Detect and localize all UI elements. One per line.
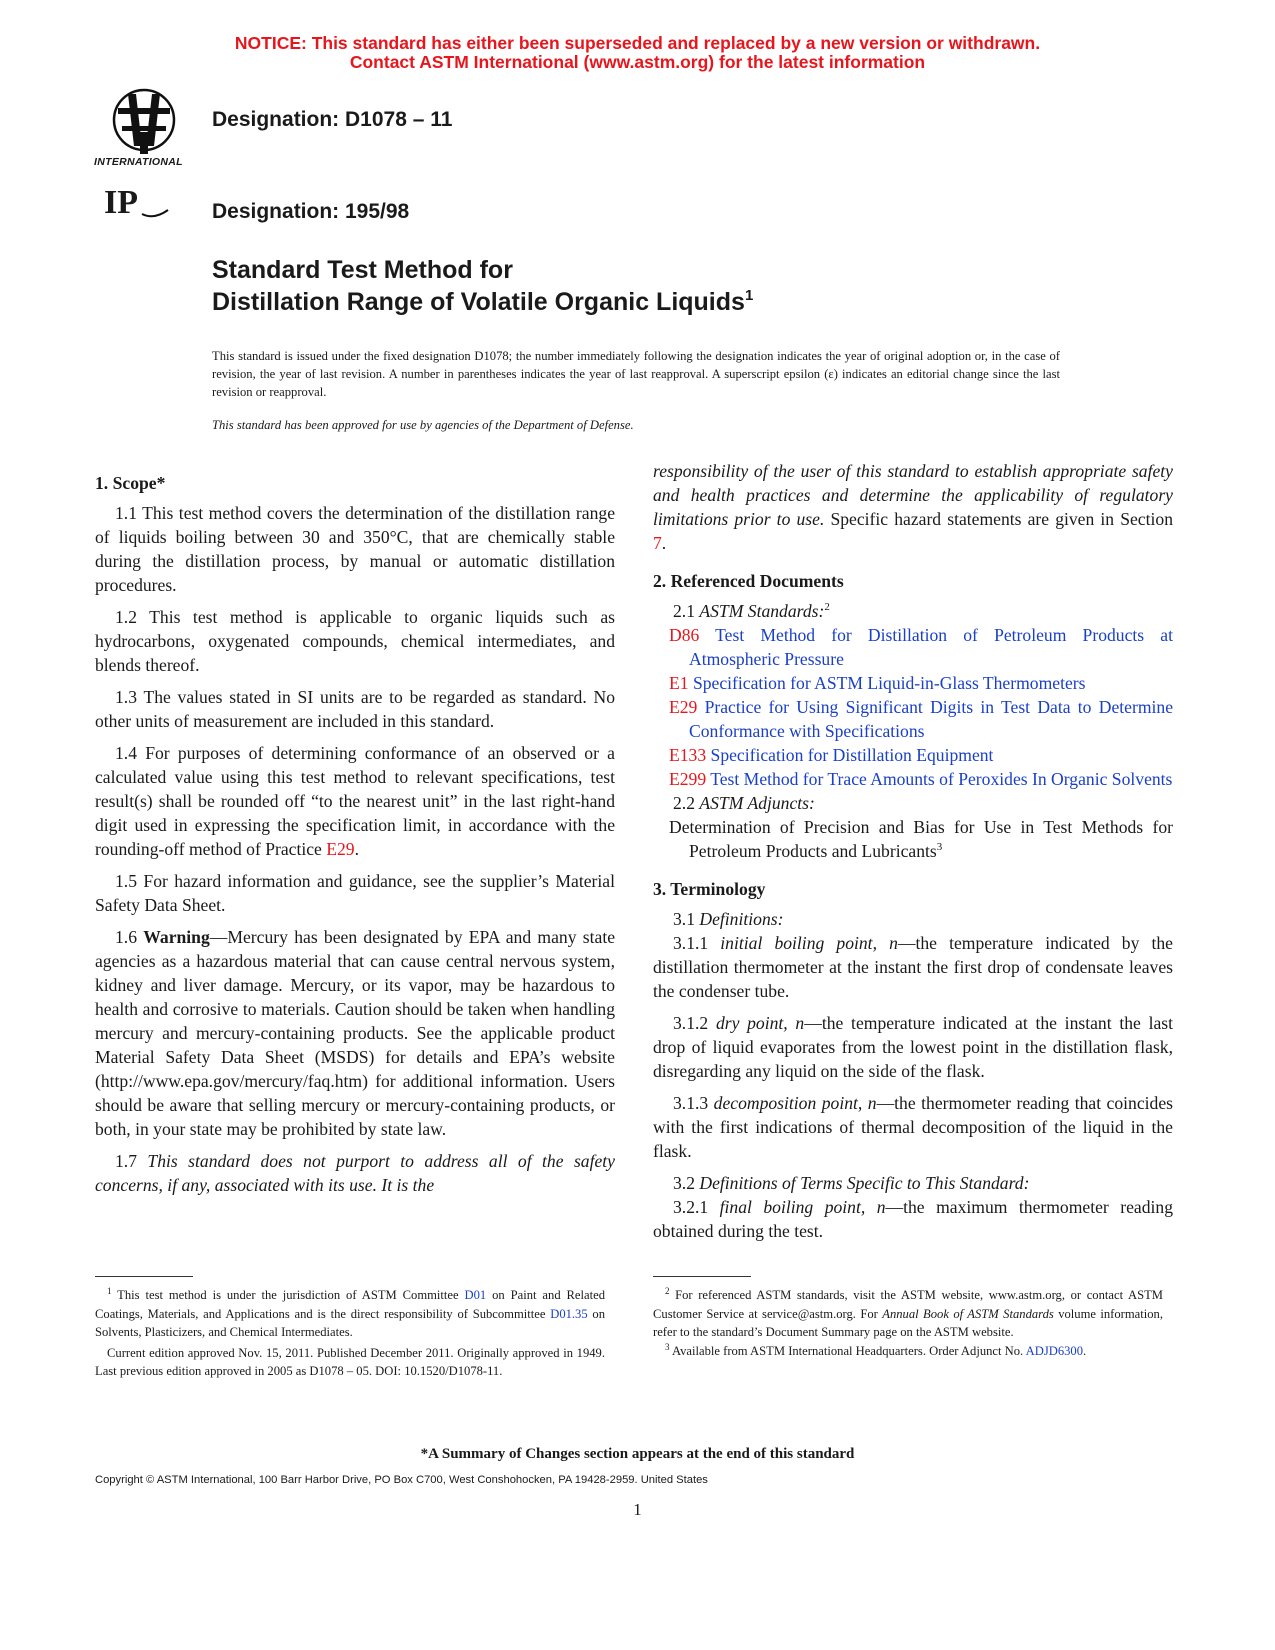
copyright-line: Copyright © ASTM International, 100 Barr Harbor Drive, PO Box C700, West Conshohocken, PA 19428-2959. United States <box>95 1474 708 1486</box>
reference-d86[interactable] <box>653 623 1173 671</box>
reference-e133[interactable] <box>653 743 1173 767</box>
footnote-divider-right <box>653 1276 751 1277</box>
paragraph-3-1-1-num: 3.1.1 <box>673 933 721 953</box>
approval-note: This standard has been approved for use by agencies of the Department of Defense. <box>212 418 634 432</box>
paragraph-1-7-italic-cont: responsibility of the user of this standard to establish appropriate safety and health practices and determine the applicability of regulatory limitations prior to use. <box>653 461 1173 529</box>
footnote-3-text-b: . <box>1083 1343 1087 1358</box>
paragraph-2-1 <box>653 599 1173 623</box>
paragraph-1-3: 1.3 The values stated in SI units are to be regarded as standard. No other units of measurement are included in this standard. <box>95 687 615 731</box>
reference-title[interactable]: Test Method for Trace Amounts of Peroxides In Organic Solvents <box>706 769 1173 789</box>
paragraph-3-2 <box>653 1171 1173 1195</box>
paragraph-2-2 <box>653 791 1173 815</box>
astm-logo-text: INTERNATIONAL <box>94 156 183 168</box>
link-adjd6300[interactable]: ADJD6300 <box>1025 1343 1084 1358</box>
paragraph-3-1-2 <box>653 1011 1173 1083</box>
footnote-ref-3[interactable]: 3 <box>936 841 943 853</box>
paragraph-1-4-text: 1.4 For purposes of determining conformance of an observed or a calculated value using this test method to relevant specifications, test result(s) shall be rounded off “to the nearest unit” in the last right-hand digit used in expressing the specification limit, in accordance with the rounding-off method of Practice <box>95 743 615 859</box>
paragraph-3-1-3 <box>653 1091 1173 1163</box>
footnote-1-text-a: This test method is under the jurisdiction of ASTM Committee <box>111 1288 465 1302</box>
definition-text: —the thermometer reading that coincides with the first indications of thermal decomposition of the liquid in the flask. <box>653 1093 1173 1161</box>
title-line-2 <box>212 286 753 318</box>
section-heading-referenced-documents: 2. Referenced Documents <box>653 571 844 591</box>
section-heading-scope: 1. Scope* <box>95 473 166 493</box>
title-line-2-text: Distillation Range of Volatile Organic Liquids <box>212 288 745 316</box>
reference-code[interactable]: E299 <box>669 769 707 789</box>
designation-ip: Designation: 195/98 <box>212 200 410 223</box>
reference-title[interactable]: Specification for Distillation Equipment <box>706 745 994 765</box>
astm-standards-label: ASTM Standards: <box>699 601 825 621</box>
footnote-2-marker: 2 <box>665 1286 670 1296</box>
notice-line-2: Contact ASTM International (www.astm.org) for the latest information <box>349 52 926 72</box>
paragraph-1-6-text: —Mercury has been designated by EPA and many state agencies as a hazardous material that can cause central nervous system, kidney and liver damage. Mercury, or its vapor, may be hazardous to health and corrosive to materials. Caution should be taken when handling mercury and mercury-containing products. See the applicable product Material Safety Data Sheet (MSDS) for details and EPA’s website (http://www.epa.gov/mercury/faq.htm) for additional information. Users should be aware that selling mercury or mercury-containing products, or both, in your state may be prohibited by state law. <box>95 927 616 1139</box>
paragraph-1-4 <box>95 741 615 861</box>
link-e29[interactable]: E29 <box>326 839 355 859</box>
paragraph-2-2-num: 2.2 <box>673 793 700 813</box>
footnote-1-edition: Current edition approved Nov. 15, 2011. Published December 2011. Originally approved in 1949. Last previous edition approved in 2005 as D1078 – 05. DOI: 10.1520/D1078-11. <box>95 1345 605 1379</box>
link-d01[interactable]: D01 <box>464 1288 487 1302</box>
adjunct-text: Determination of Precision and Bias for Use in Test Methods for Petroleum Products and Lubricants <box>669 817 1173 861</box>
paragraph-1-1: 1.1 This test method covers the determination of the distillation range of liquids boiling between 30 and 350°C, that are chemically stable during the distillation process, by manual or automatic distillation procedures. <box>95 503 615 595</box>
reference-code[interactable]: D86 <box>669 625 700 645</box>
term-dry-point: dry point, n <box>715 1013 805 1033</box>
paragraph-3-1 <box>653 907 1173 931</box>
left-column <box>95 471 615 1197</box>
term-initial-boiling-point: initial boiling point, n <box>720 933 898 953</box>
term-final-boiling-point: final boiling point, n <box>719 1197 886 1217</box>
footnote-2-italic: Annual Book of ASTM Standards <box>882 1306 1054 1321</box>
document-title <box>212 254 753 318</box>
definition-text: —the temperature indicated by the distillation thermometer at the instant the first drop of condensate leaves the condenser tube. <box>653 933 1173 1001</box>
astm-logo <box>94 86 198 176</box>
reference-e29[interactable] <box>653 695 1173 743</box>
footnote-1 <box>95 1286 605 1342</box>
footnote-ref-2[interactable]: 2 <box>824 601 830 613</box>
reference-code[interactable]: E1 <box>669 673 689 693</box>
footnote-2 <box>653 1286 1163 1342</box>
definition-text: —the temperature indicated at the instant the last drop of liquid evaporates from the lowest point in the distillation flask, disregarding any liquid on the side of the flask. <box>653 1013 1173 1081</box>
paragraph-1-7-rest: Specific hazard statements are given in Section <box>824 509 1173 529</box>
paragraph-1-4-end: . <box>354 839 360 859</box>
issue-note: This standard is issued under the fixed designation D1078; the number immediately following the designation indicates the year of original adoption or, in the case of revision, the year of last revision. A number in parentheses indicates the year of last reapproval. A superscript epsilon (ε) indicates an editorial change since the last revision or reapproval. <box>212 349 1060 400</box>
footnote-3-marker: 3 <box>665 1341 670 1352</box>
withdrawal-notice <box>0 34 1275 72</box>
reference-e1[interactable] <box>653 671 1173 695</box>
footnote-1-text-b: on Paint and Related Coatings, Materials, and Applications and is the direct responsibility of Subcommittee <box>95 1288 605 1321</box>
paragraph-1-7-continued <box>653 459 1173 555</box>
paragraph-3-1-num: 3.1 <box>673 909 700 929</box>
footnote-3 <box>653 1342 1163 1361</box>
adjunct-entry <box>653 815 1173 863</box>
paragraph-3-2-1-num: 3.2.1 <box>673 1197 720 1217</box>
paragraph-1-2: 1.2 This test method is applicable to organic liquids such as hydrocarbons, oxygenated compounds, chemical intermediates, and blends thereof. <box>95 607 615 675</box>
reference-e299[interactable] <box>653 767 1173 791</box>
footnote-2-text-a: For referenced ASTM standards, visit the ASTM website, www.astm.org, or contact ASTM Customer Service at service@astm.org. For <box>653 1288 1163 1321</box>
footnotes-left <box>95 1286 605 1381</box>
footnote-3-text-a: Available from ASTM International Headquarters. Order Adjunct No. <box>669 1343 1026 1358</box>
ip-logo-swoosh-icon <box>140 200 170 220</box>
term-decomposition-point: decomposition point, n <box>713 1093 877 1113</box>
summary-of-changes-note: *A Summary of Changes section appears at the end of this standard <box>420 1446 855 1462</box>
definitions-label: Definitions: <box>699 909 784 929</box>
section-heading-terminology: 3. Terminology <box>653 879 766 899</box>
paragraph-3-2-1 <box>653 1195 1173 1243</box>
footnote-1-marker: 1 <box>107 1286 112 1296</box>
reference-title[interactable]: Test Method for Distillation of Petroleum Products at Atmospheric Pressure <box>689 625 1173 669</box>
ip-logo-text: IP <box>104 184 138 221</box>
reference-code[interactable]: E133 <box>669 745 707 765</box>
paragraph-1-5: 1.5 For hazard information and guidance, see the supplier’s Material Safety Data Sheet. <box>95 871 615 915</box>
footnotes-right <box>653 1286 1163 1360</box>
title-line-1: Standard Test Method for <box>212 256 513 284</box>
reference-title[interactable]: Specification for ASTM Liquid-in-Glass Thermometers <box>688 673 1086 693</box>
definition-text: —the maximum thermometer reading obtained during the test. <box>653 1197 1173 1241</box>
paragraph-1-7 <box>95 1149 615 1197</box>
footnote-divider-left <box>95 1276 193 1277</box>
footnote-1-text-c: on Solvents, Plasticizers, and Chemical Intermediates. <box>95 1306 606 1340</box>
warning-label: Warning <box>143 927 210 947</box>
paragraph-1-7-num: 1.7 <box>115 1151 148 1171</box>
ip-logo <box>104 186 174 228</box>
paragraph-3-1-3-num: 3.1.3 <box>673 1093 714 1113</box>
paragraph-1-6 <box>95 925 615 1141</box>
right-column <box>653 459 1173 1243</box>
paragraph-1-6-num: 1.6 <box>115 927 144 947</box>
paragraph-3-1-1 <box>653 931 1173 1003</box>
reference-code[interactable]: E29 <box>669 697 698 717</box>
page-number: 1 <box>633 1500 642 1519</box>
specific-definitions-label: Definitions of Terms Specific to This Standard: <box>699 1173 1030 1193</box>
link-d01-35[interactable]: D01.35 <box>550 1306 588 1321</box>
paragraph-3-1-2-num: 3.1.2 <box>673 1013 716 1033</box>
paragraph-1-7-italic: This standard does not purport to address all of the safety concerns, if any, associated with its use. It is the <box>95 1151 615 1195</box>
paragraph-2-1-num: 2.1 <box>673 601 700 621</box>
link-section-7[interactable]: 7 <box>653 533 662 553</box>
footnote-2-text-b: volume information, refer to the standard’s Document Summary page on the ASTM website. <box>653 1306 1163 1340</box>
reference-title[interactable]: Practice for Using Significant Digits in Test Data to Determine Conformance with Specifications <box>689 697 1173 741</box>
designation-astm: Designation: D1078 – 11 <box>212 108 453 131</box>
notice-line-1: NOTICE: This standard has either been superseded and replaced by a new version or withdrawn. <box>234 33 1041 53</box>
title-footnote-ref[interactable]: 1 <box>744 287 754 304</box>
astm-adjuncts-label: ASTM Adjuncts: <box>699 793 815 813</box>
paragraph-1-7-end: . <box>661 533 667 553</box>
paragraph-3-2-num: 3.2 <box>673 1173 700 1193</box>
